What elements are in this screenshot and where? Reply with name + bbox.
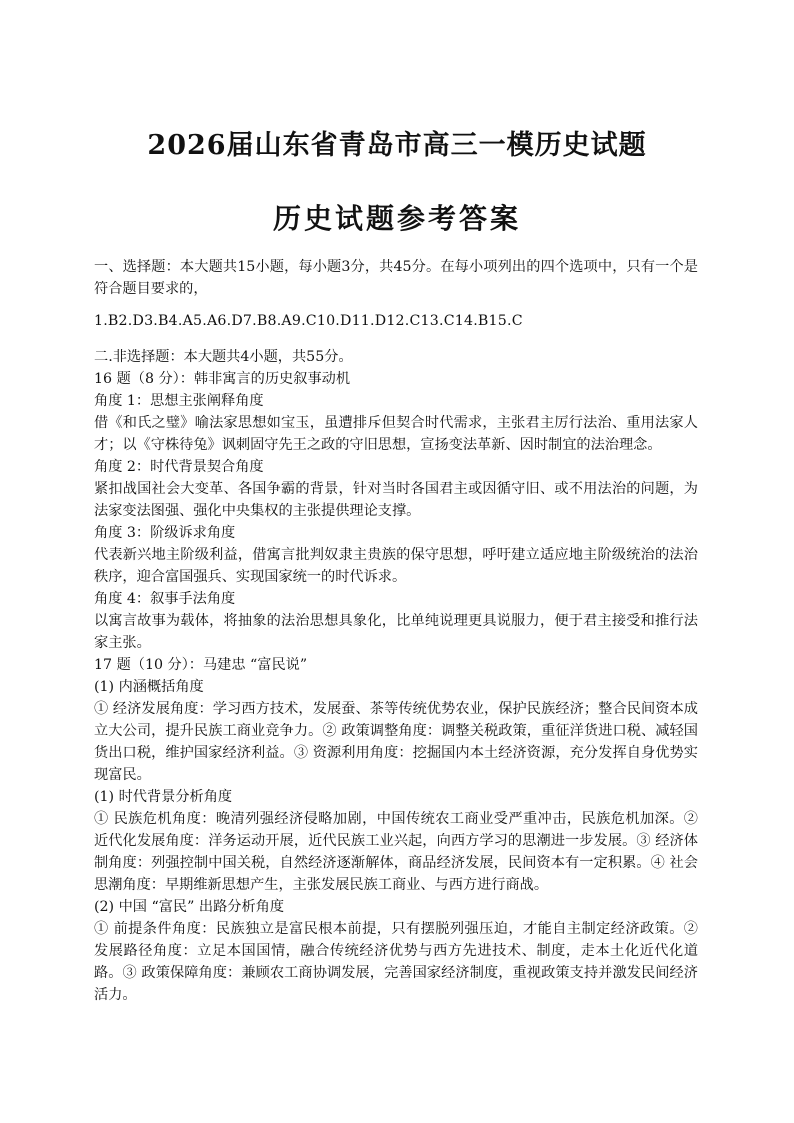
q17-part3-title: (2) 中国 “富民” 出路分析角度 [94,899,285,915]
section2-intro: 二.非选择题：本大题共4小题，共55分。 [94,349,353,365]
q16-angle2-title: 角度 2：时代背景契合角度 [94,459,264,475]
q16-angle1-title: 角度 1：思想主张阐释角度 [94,393,264,409]
document-subtitle: 历史试题参考答案 [272,202,521,235]
q16-heading: 16 题（8 分）：韩非寓言的历史叙事动机 [94,371,351,387]
q17-part2-title: (1) 时代背景分析角度 [94,789,233,805]
q17-heading: 17 题（10 分）：马建忠 “富民说” [94,657,308,673]
document-title: 2026届山东省青岛市高三一模历史试题 [147,130,647,161]
q16-angle4-text: 以寓言故事为载体，将抽象的法治思想具象化，比单纯说理更具说服力，便于君主接受和推行法家主张。 [94,613,698,651]
section1-intro: 一、选择题：本大题共15小题，每小题3分，共45分。在每小项列出的四个选项中，只有一个是符合题目要求的， [94,259,698,297]
q16-angle1-text: 借《和氏之璧》喻法家思想如宝玉，虽遭排斥但契合时代需求，主张君主厉行法治、重用法家人才；以《守株待兔》讽刺固守先王之政的守旧思想，宣扬变法革新、因时制宜的法治理念。 [94,415,698,453]
q17-part2-text: ① 民族危机角度：晚清列强经济侵略加剧，中国传统农工商业受严重冲击，民族危机加深。② 近代化发展角度：洋务运动开展，近代民族工业兴起，向西方学习的思潮进一步发展。③ 经济体制角度：列强控制中国关税，自然经济逐渐解体，商品经济发展，民间资本有一定积累。④ 社会思潮角度：早期维新思想产生，主张发展民族工商业、与西方进行商战。 [94,811,698,893]
document-body [94,256,698,1006]
q17-part3-text: ① 前提条件角度：民族独立是富民根本前提，只有摆脱列强压迫，才能自主制定经济政策。② 发展路径角度：立足本国国情，融合传统经济优势与西方先进技术、制度，走本土化近代化道路。③ 政策保障角度：兼顾农工商协调发展，完善国家经济制度，重视政策支持并激发民间经济活力。 [94,921,698,1003]
q16-angle3-title: 角度 3：阶级诉求角度 [94,525,236,541]
q17-part1-title: (1) 内涵概括角度 [94,679,204,695]
q16-angle3-text: 代表新兴地主阶级利益，借寓言批判奴隶主贵族的保守思想，呼吁建立适应地主阶级统治的法治秩序，迎合富国强兵、实现国家统一的时代诉求。 [94,547,698,585]
q16-angle4-title: 角度 4：叙事手法角度 [94,591,236,607]
q17-part1-text: ① 经济发展角度：学习西方技术，发展蚕、茶等传统优势农业，保护民族经济；整合民间资本成立大公司，提升民族工商业竞争力。② 政策调整角度：调整关税政策，重征洋货进口税、减轻国货出口税，维护国家经济利益。③ 资源利用角度：挖掘国内本土经济资源，充分发挥自身优势实现富民。 [94,701,698,783]
q16-angle2-text: 紧扣战国社会大变革、各国争霸的背景，针对当时各国君主或因循守旧、或不用法治的问题，为法家变法图强、强化中央集权的主张提供理论支撑。 [94,481,698,519]
choice-answers: 1.B2.D3.B4.A5.A6.D7.B8.A9.C10.D11.D12.C13.C14.B15.C [94,313,523,329]
